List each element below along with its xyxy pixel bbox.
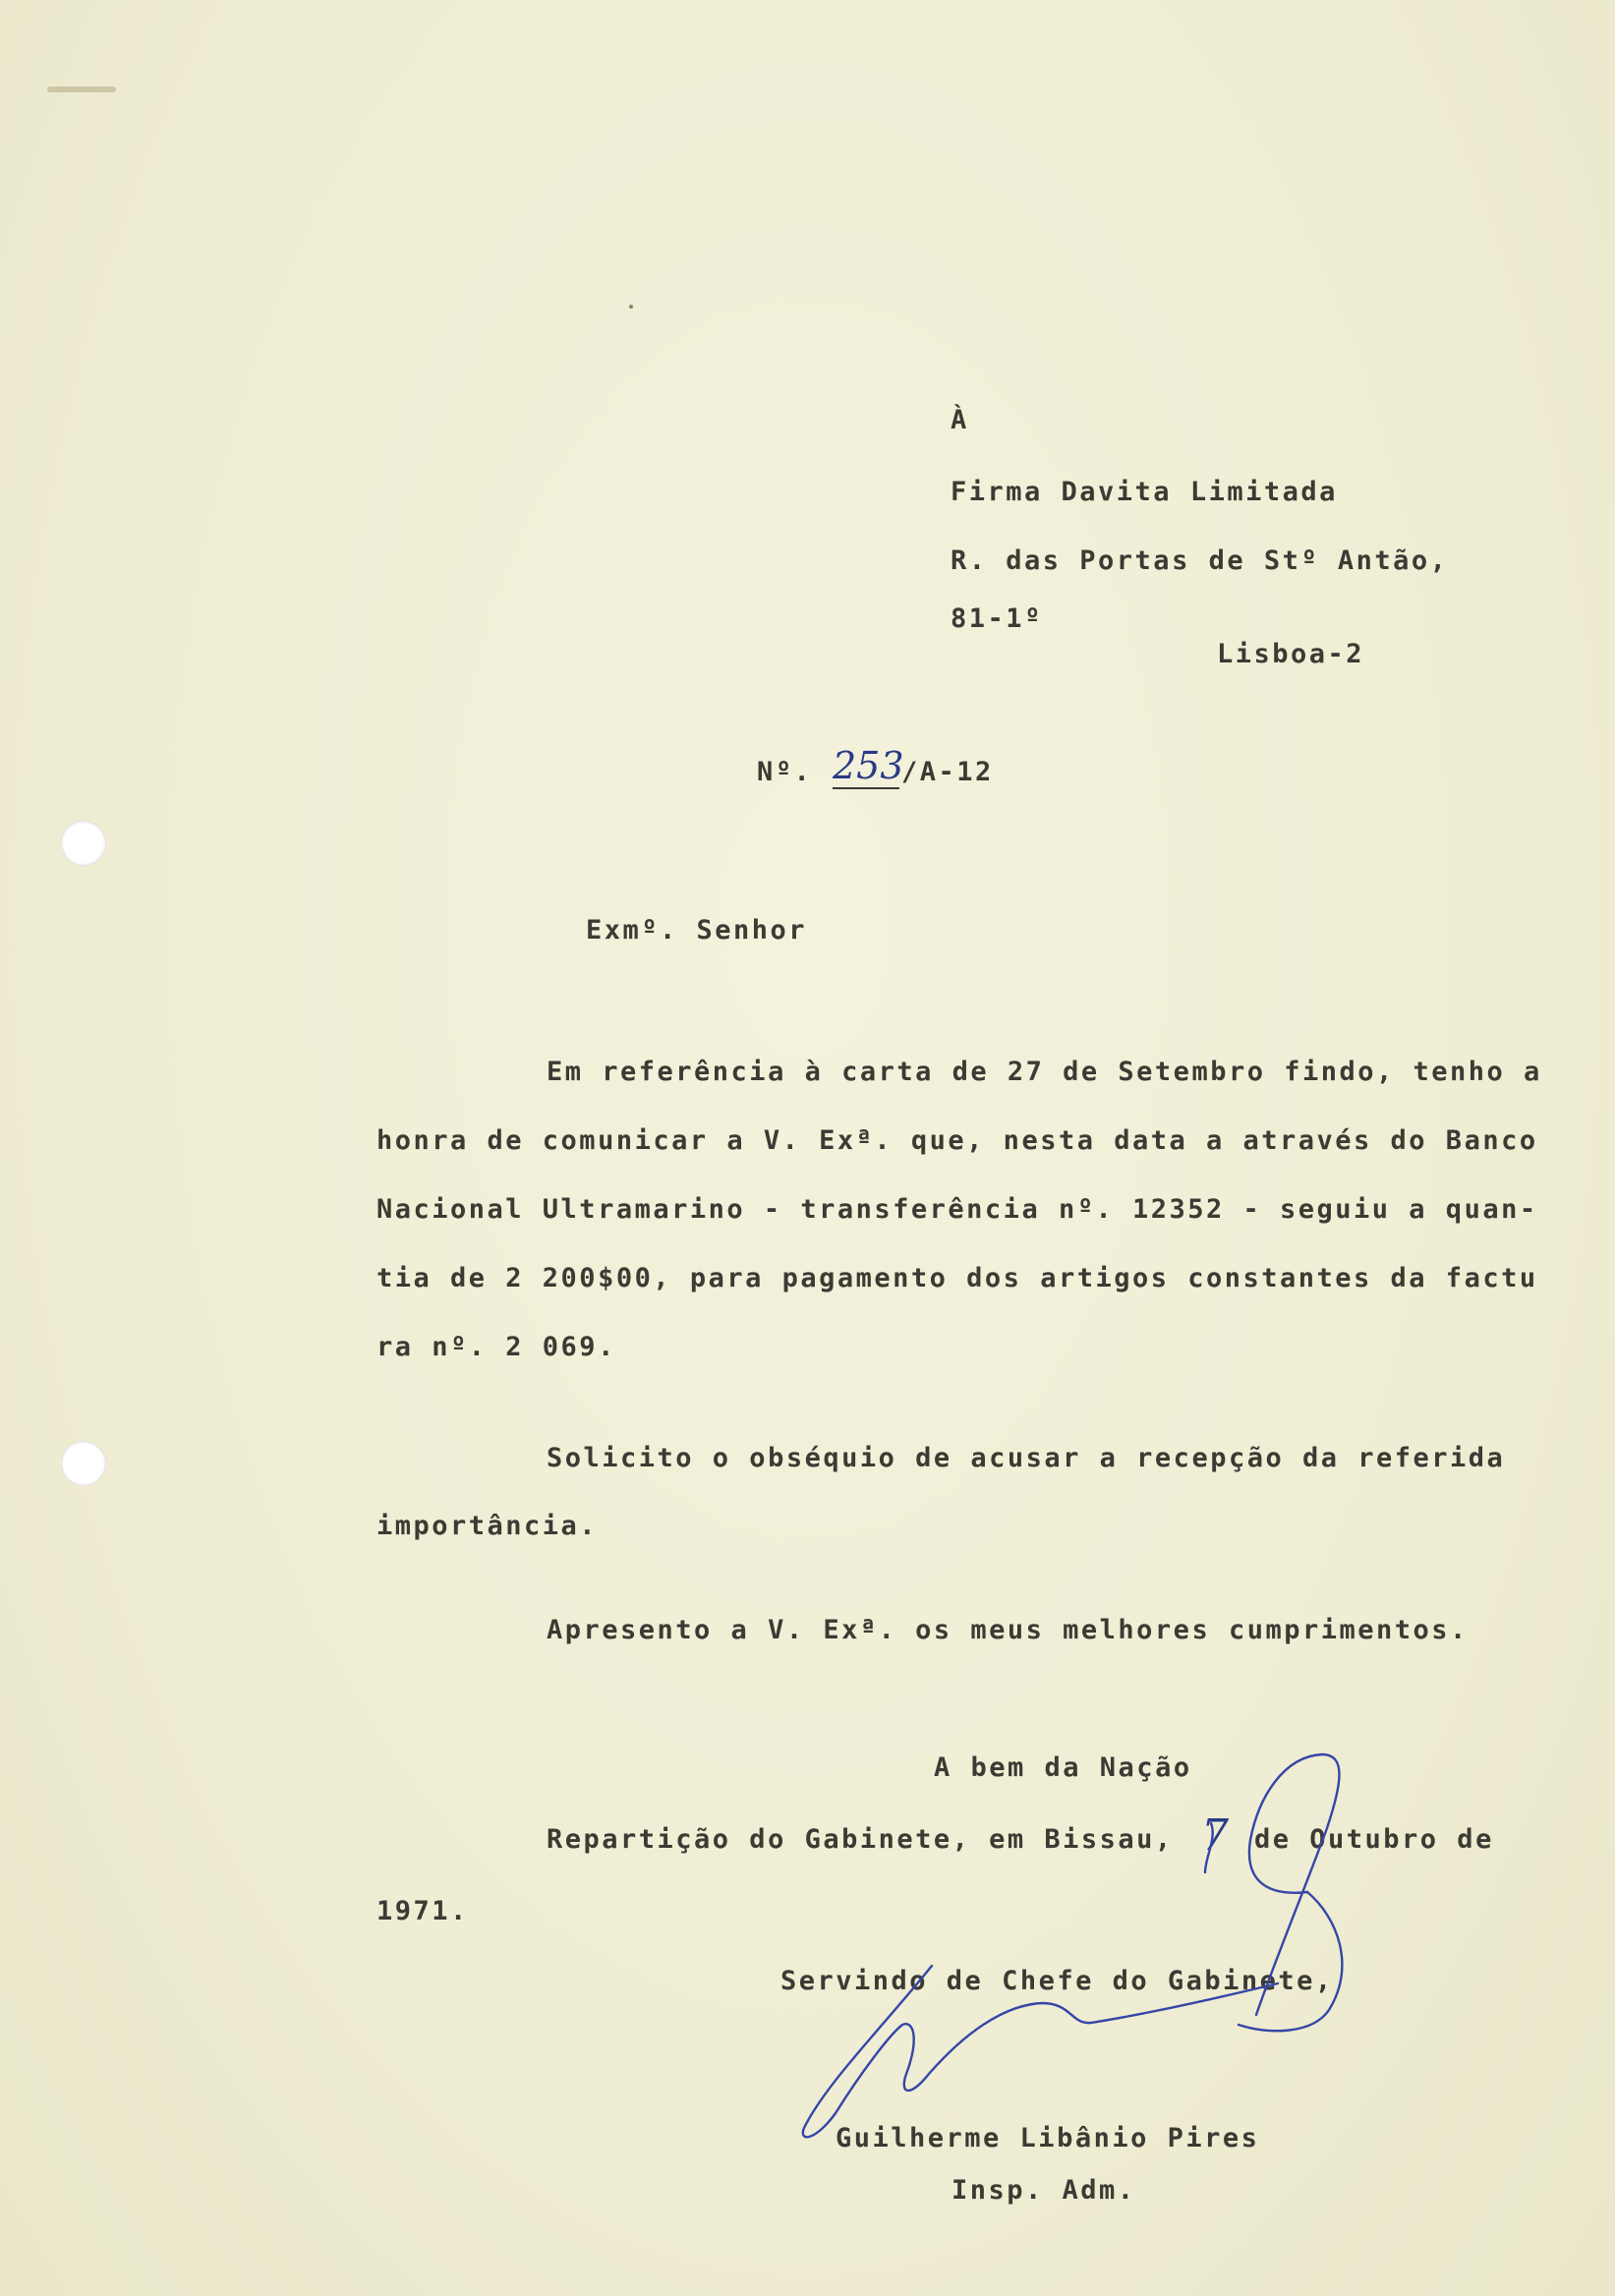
signer-title: Insp. Adm. <box>952 2175 1136 2206</box>
body-line: Apresento a V. Exª. os meus melhores cumprimentos. <box>547 1615 1469 1645</box>
closing-role: Servindo de Chefe do Gabinete, <box>780 1966 1334 1996</box>
recipient-number: 81-1º <box>951 603 1043 634</box>
closing-year: 1971. <box>376 1896 469 1926</box>
body-line: ra nº. 2 069. <box>376 1332 616 1362</box>
closing-day-handwritten: 7 <box>1201 1810 1229 1861</box>
recipient-street: R. das Portas de Stº Antão, <box>951 545 1449 576</box>
signature-flourish <box>1205 1823 1213 1872</box>
reference-prefix: Nº. <box>757 757 813 787</box>
recipient-prefix: À <box>951 405 969 435</box>
body-line: tia de 2 200$00, para pagamento dos artigos constantes da factu <box>376 1263 1538 1293</box>
recipient-city: Lisboa-2 <box>1217 639 1365 669</box>
body-line: Em referência à carta de 27 de Setembro findo, tenho a <box>547 1057 1542 1087</box>
reference-number-handwritten: 253 <box>833 744 904 787</box>
signature-loop <box>1249 1754 1340 2015</box>
reference-suffix: /A-12 <box>901 757 994 787</box>
body-line: Nacional Ultramarino - transferência nº. 12352 - seguiu a quan- <box>376 1194 1538 1225</box>
signer-name: Guilherme Libânio Pires <box>836 2123 1260 2153</box>
closing-place-prefix: Repartição do Gabinete, em Bissau, <box>547 1824 1174 1855</box>
body-line: honra de comunicar a V. Exª. que, nesta data a através do Banco <box>376 1125 1538 1156</box>
body-line: Solicito o obséquio de acusar a recepção da referida <box>547 1443 1506 1473</box>
signature-tail <box>1239 1892 1342 2031</box>
recipient-name: Firma Davita Limitada <box>951 477 1338 507</box>
salutation: Exmº. Senhor <box>586 915 808 946</box>
closing-place-suffix: de Outubro de <box>1254 1824 1494 1855</box>
signature-scribble <box>803 1966 1278 2137</box>
body-line: importância. <box>376 1511 599 1541</box>
closing-motto: A bem da Nação <box>934 1752 1192 1783</box>
